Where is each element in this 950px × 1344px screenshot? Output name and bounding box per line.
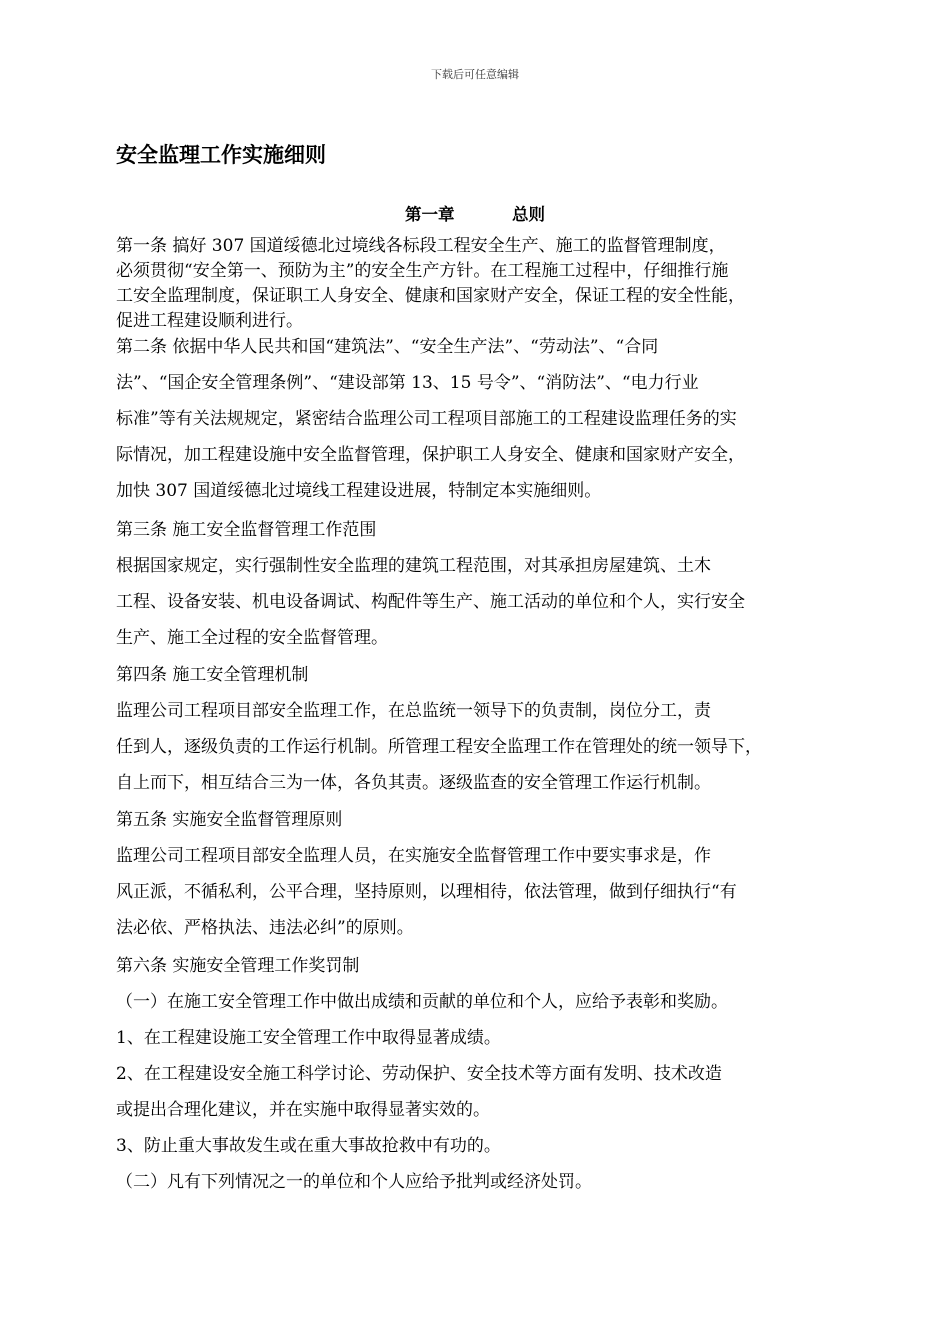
text-line: 第五条 实施安全监督管理原则 xyxy=(116,810,343,830)
text-line: 工程、设备安装、机电设备调试、构配件等生产、施工活动的单位和个人，实行安全 xyxy=(116,592,745,612)
text-line: 加快 307 国道绥德北过境线工程建设进展，特制定本实施细则。 xyxy=(116,481,602,501)
article-5-body xyxy=(116,838,836,946)
text-line: 自上而下，相互结合三为一体，各负其责。逐级监查的安全管理工作运行机制。 xyxy=(116,773,711,793)
text-line: 1、在工程建设施工安全管理工作中取得显著成绩。 xyxy=(116,1028,501,1048)
article-3-body xyxy=(116,548,836,656)
article-4-heading xyxy=(116,657,836,693)
text-line: 监理公司工程项目部安全监理人员，在实施安全监督管理工作中要实事求是，作 xyxy=(116,846,711,866)
text-line: 根据国家规定，实行强制性安全监理的建筑工程范围，对其承担房屋建筑、土木 xyxy=(116,556,711,576)
text-line: 工安全监理制度，保证职工人身安全、健康和国家财产安全，保证工程的安全性能， xyxy=(116,286,745,306)
text-line: 生产、施工全过程的安全监督管理。 xyxy=(116,628,388,648)
text-line: （一）在施工安全管理工作中做出成绩和贡献的单位和个人，应给予表彰和奖励。 xyxy=(116,992,728,1012)
text-line: 必须贯彻“安全第一、预防为主”的安全生产方针。在工程施工过程中，仔细推行施 xyxy=(116,261,729,281)
reward-item-1 xyxy=(116,1020,836,1056)
text-line: 际情况，加工程建设施中安全监督管理，保护职工人身安全、健康和国家财产安全， xyxy=(116,445,745,465)
document-title: 安全监理工作实施细则 xyxy=(116,143,326,167)
chapter-heading: 第一章 总则 xyxy=(405,205,545,224)
text-line: 任到人，逐级负责的工作运行机制。所管理工程安全监理工作在管理处的统一领导下， xyxy=(116,737,762,757)
reward-item-3 xyxy=(116,1128,836,1164)
text-line: 标准”等有关法规规定，紧密结合监理公司工程项目部施工的工程建设监理任务的实 xyxy=(116,409,737,429)
article-2 xyxy=(116,329,836,509)
article-4-body xyxy=(116,693,836,801)
text-line: 第二条 依据中华人民共和国“建筑法”、“安全生产法”、“劳动法”、“合同 xyxy=(116,337,659,357)
header-note: 下载后可任意编辑 xyxy=(431,68,519,81)
article-5-heading xyxy=(116,802,836,838)
text-line: 或提出合理化建议，并在实施中取得显著实效的。 xyxy=(116,1100,490,1120)
text-line: 第六条 实施安全管理工作奖罚制 xyxy=(116,956,360,976)
reward-clause xyxy=(116,984,836,1020)
penalty-clause xyxy=(116,1164,836,1200)
text-line: （二）凡有下列情况之一的单位和个人应给予批判或经济处罚。 xyxy=(116,1172,592,1192)
text-line: 第一条 搞好 307 国道绥德北过境线各标段工程安全生产、施工的监督管理制度， xyxy=(116,236,726,256)
text-line: 法”、“国企安全管理条例”、“建设部第 13、15 号令”、“消防法”、“电力行业 xyxy=(116,373,699,393)
text-line: 风正派，不循私利，公平合理，坚持原则，以理相待，依法管理，做到仔细执行“有 xyxy=(116,882,737,902)
text-line: 2、在工程建设安全施工科学讨论、劳动保护、安全技术等方面有发明、技术改造 xyxy=(116,1064,722,1084)
text-line: 促进工程建设顺利进行。 xyxy=(116,311,303,331)
text-line: 监理公司工程项目部安全监理工作，在总监统一领导下的负责制，岗位分工，责 xyxy=(116,701,711,721)
text-line: 第四条 施工安全管理机制 xyxy=(116,665,309,685)
reward-item-2 xyxy=(116,1056,836,1128)
article-6-heading xyxy=(116,948,836,984)
article-1 xyxy=(116,234,836,334)
article-3-heading xyxy=(116,512,836,548)
text-line: 第三条 施工安全监督管理工作范围 xyxy=(116,520,377,540)
text-line: 3、防止重大事故发生或在重大事故抢救中有功的。 xyxy=(116,1136,501,1156)
text-line: 法必依、严格执法、违法必纠”的原则。 xyxy=(116,918,414,938)
